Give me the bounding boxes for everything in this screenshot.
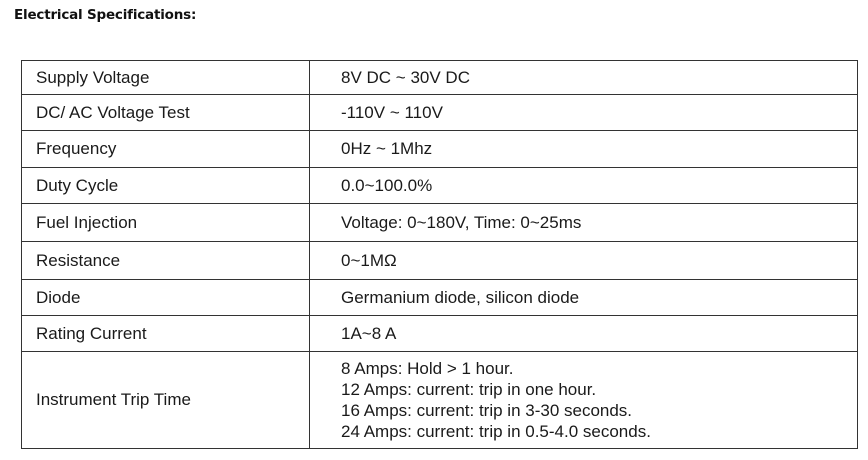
spec-value: Germanium diode, silicon diode — [310, 280, 858, 316]
spec-value: Voltage: 0~180V, Time: 0~25ms — [310, 204, 858, 242]
table-row — [22, 280, 858, 316]
table-row — [22, 242, 858, 280]
table-row — [22, 95, 858, 131]
trip-time-values — [310, 352, 858, 449]
table-row — [22, 61, 858, 95]
spec-label: Diode — [22, 280, 310, 316]
spec-label: DC/ AC Voltage Test — [22, 95, 310, 131]
spec-value: 1A~8 A — [310, 316, 858, 352]
spec-table — [21, 60, 858, 449]
table-row — [22, 204, 858, 242]
spec-label: Instrument Trip Time — [22, 352, 310, 449]
spec-value: 0.0~100.0% — [310, 168, 858, 204]
spec-label: Frequency — [22, 131, 310, 168]
table-row — [22, 168, 858, 204]
spec-label: Rating Current — [22, 316, 310, 352]
section-heading: Electrical Specifications: — [14, 7, 197, 23]
spec-value: 0~1MΩ — [310, 242, 858, 280]
spec-label: Fuel Injection — [22, 204, 310, 242]
trip-line: 16 Amps: current: trip in 3-30 seconds. — [341, 401, 633, 420]
spec-value: -110V ~ 110V — [310, 95, 858, 131]
spec-label: Duty Cycle — [22, 168, 310, 204]
spec-value: 8V DC ~ 30V DC — [310, 61, 858, 95]
table-row — [22, 352, 858, 449]
table-row — [22, 316, 858, 352]
spec-value: 0Hz ~ 1Mhz — [310, 131, 858, 168]
trip-line: 8 Amps: Hold > 1 hour. — [341, 359, 514, 378]
trip-line: 12 Amps: current: trip in one hour. — [341, 380, 597, 399]
spec-label: Resistance — [22, 242, 310, 280]
spec-label: Supply Voltage — [22, 61, 310, 95]
trip-line: 24 Amps: current: trip in 0.5-4.0 seconds. — [341, 422, 651, 441]
table-row — [22, 131, 858, 168]
